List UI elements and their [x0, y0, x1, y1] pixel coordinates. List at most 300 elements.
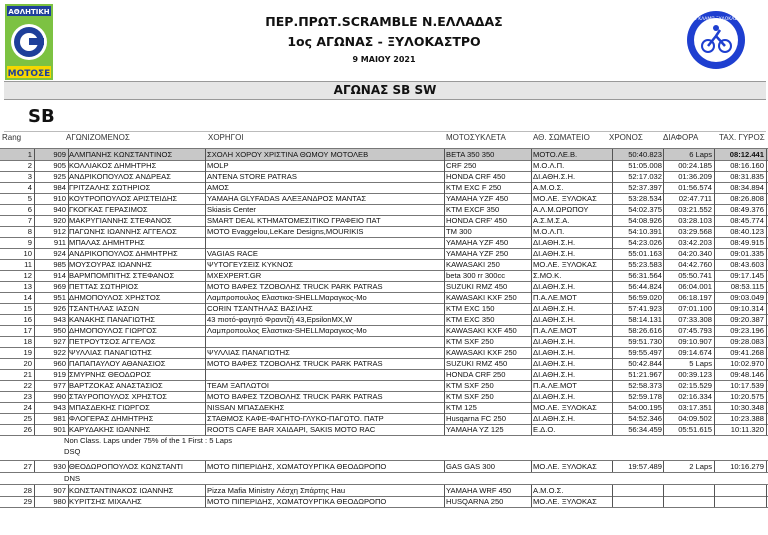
cell-no: 990: [53, 392, 66, 401]
cell-diff: 03:42.203: [678, 238, 712, 247]
cell-diff: 02:15.529: [678, 381, 712, 390]
cell-rang: 24: [23, 403, 32, 412]
column-divider: [531, 485, 532, 507]
table-row: [0, 237, 768, 248]
table-row: [0, 303, 768, 314]
cell-rang: 20: [23, 359, 32, 368]
cell-club: Ε.Δ.Ο.: [533, 425, 556, 434]
cell-sponsor: [207, 336, 443, 347]
cell-rider: ΠΕΤΤΑΣ ΣΩΤΗΡΙΟΣ: [69, 282, 139, 291]
cell-no: 910: [53, 194, 66, 203]
cell-club: Α.Μ.Ο.Σ.: [533, 486, 564, 495]
cell-no: 950: [53, 326, 66, 335]
cell-no: 940: [53, 205, 66, 214]
cell-best: 10:17.539: [730, 381, 764, 390]
cell-best: 09:20.387: [730, 315, 764, 324]
col-rider: ΑΓΩΝΙΖΟΜΕΝΟΣ: [66, 133, 130, 142]
table-row: [0, 413, 768, 424]
cell-time: 50:42.844: [628, 359, 662, 368]
cell-bike: YAMAHA WRF 450: [446, 486, 512, 495]
cell-sponsor: VAGIAS RACE: [207, 249, 258, 258]
cell-rider: ΚΟΥΤΡΟΠΟΥΛΟΣ ΑΡΙΣΤΕΙΔΗΣ: [69, 194, 178, 203]
cell-bike: KTM EXC F 250: [446, 183, 502, 192]
cell-sponsor: TEAM ΞΑΠΛΩΤΟΙ: [207, 381, 269, 390]
cell-club: Π.Α.ΛΕ.ΜΟΤ: [533, 293, 577, 302]
cell-diff: 05:51.615: [678, 425, 712, 434]
table-row: [0, 485, 768, 496]
column-divider: [612, 485, 613, 507]
dns-label: DNS: [64, 474, 81, 483]
column-divider: [612, 149, 613, 435]
table-row: [0, 325, 768, 336]
cell-club: Α.Λ.Μ.ΩΡΩΠΟΥ: [533, 205, 589, 214]
column-divider: [766, 149, 767, 435]
cell-best: 09:41.268: [730, 348, 764, 357]
cell-club: ΔΙ.ΑΘΗ.Σ.Η.: [533, 172, 576, 181]
cell-time: 54:23.026: [628, 238, 662, 247]
cell-bike: YAMAHA YZF 250: [446, 249, 509, 258]
cell-club: ΔΙ.ΑΘΗ.Σ.Η.: [533, 282, 576, 291]
cell-no: 930: [53, 462, 66, 471]
cell-bike: SUZUKI RMZ 450: [446, 282, 508, 291]
cell-sponsor: Pizza Mafia Ministry Λέσχη Σπάρτης Hau: [207, 486, 346, 495]
cell-bike: KTM SXF 250: [446, 381, 494, 390]
table-row: [0, 281, 768, 292]
cell-diff: 03:17.351: [678, 403, 712, 412]
column-divider: [766, 461, 767, 472]
cell-club: Μ.Ο.Λ.Π.: [533, 161, 565, 170]
cell-no: 911: [53, 238, 66, 247]
cell-time: [614, 485, 662, 496]
cell-bike: KTM SXF 250: [446, 392, 494, 401]
cell-rang: 4: [27, 183, 32, 192]
cell-rider: ΑΝΔΡΙΚΟΠΟΥΛΟΣ ΔΗΜΗΤΡΗΣ: [69, 249, 178, 258]
cell-best: 10:02.970: [730, 359, 764, 368]
col-bike: ΜΟΤΟΣΥΚΛΕΤΑ: [446, 133, 506, 142]
cell-diff: 03:28.103: [678, 216, 712, 225]
cell-no: 977: [53, 381, 66, 390]
cell-time: 54:52.346: [628, 414, 662, 423]
cell-bike: YAMAHA YZF 450: [446, 194, 509, 203]
left-logo-top-text: ΑΘΛΗΤΙΚΗ: [8, 8, 50, 16]
cell-sponsor: ΜΟΤΟ ΠΙΠΕΡΙΔΗΣ, ΧΩΜΑΤΟΥΡΓΙΚΑ ΘΕΟΔΩΡΟΠΟ: [207, 497, 387, 506]
cell-sponsor: MOTO Evaggelou,LeKare Designs,MOURIKIS: [207, 227, 364, 236]
cell-best: 08:40.123: [730, 227, 764, 236]
cell-bike: KTM EXC 350: [446, 315, 495, 324]
cell-bike: KTM EXCF 350: [446, 205, 500, 214]
column-divider: [663, 149, 664, 435]
cell-diff: 04:20.340: [678, 249, 712, 258]
cell-sponsor: ΜΟΤΟ ΒΑΦΕΣ ΤΖΟΒΟΛΗΣ TRUCK PARK PATRAS: [207, 392, 383, 401]
cell-club: ΜΟΤΟ.ΛΕ.Β.: [533, 150, 578, 159]
cell-best: 08:12.441: [729, 150, 764, 159]
column-divider: [714, 149, 715, 435]
cell-no: 912: [53, 227, 66, 236]
table-row: [0, 402, 768, 413]
cell-rider: ΜΟΥΣΟΥΡΑΣ ΙΩΑΝΝΗΣ: [69, 260, 152, 269]
cell-rang: 25: [23, 414, 32, 423]
cell-sponsor: SMART DEAL ΚΤΗΜΑΤΟΜΕΣΙΤΙΚΟ ΓΡΑΦΕΙΟ ΠΑΤ: [207, 216, 381, 225]
col-rang: Rang: [2, 133, 22, 142]
column-divider: [444, 149, 445, 435]
cell-no: 907: [53, 486, 66, 495]
cell-no: 919: [53, 370, 66, 379]
cell-time: 52:17.032: [628, 172, 662, 181]
cell-diff: 01:56.574: [678, 183, 712, 192]
cell-no: 981: [53, 414, 66, 423]
cell-rider: ΔΗΜΟΠΟΥΛΟΣ ΧΡΗΣΤΟΣ: [69, 293, 161, 302]
right-logo-text: ΜΟΤΟ ΚΛΑΜΠ ΞΥΛΟΚΑΣΤΡΟΥ: [686, 17, 746, 22]
cell-rider: ΠΕΤΡΟΥΤΣΟΣ ΑΓΓΕΛΟΣ: [69, 337, 156, 346]
cell-rang: 27: [23, 462, 32, 471]
cell-diff: 07:45.793: [678, 326, 712, 335]
cell-rider: ΓΚΟΓΚΑΣ ΓΕΡΑΣΙΜΟΣ: [69, 205, 148, 214]
cell-time: 56:34.459: [628, 425, 662, 434]
cell-rang: 3: [27, 172, 32, 181]
column-divider: [714, 485, 715, 507]
cell-diff: [664, 485, 712, 496]
cell-time: 54:08.926: [628, 216, 662, 225]
cell-club: ΔΙ.ΑΘΗ.Σ.Η.: [533, 348, 576, 357]
column-divider: [531, 149, 532, 435]
table-row: [0, 182, 768, 193]
cell-no: 924: [53, 249, 66, 258]
cell-bike: Husqarna FC 250: [446, 414, 506, 423]
row-divider: [0, 507, 768, 508]
header-subtitle: 1ος ΑΓΩΝΑΣ - ΞΥΛΟΚΑΣΤΡΟ: [287, 34, 481, 49]
cell-club: Π.Α.ΛΕ.ΜΟΤ: [533, 326, 577, 335]
column-divider: [766, 485, 767, 507]
cell-no: 905: [53, 161, 66, 170]
cell-club: ΔΙ.ΑΘΗ.Σ.Η.: [533, 370, 576, 379]
cell-sponsor: ROOTS CAFE BAR ΧΑΙΔΑΡΙ, SAKIS MOTO RAC: [207, 425, 376, 434]
cell-best: [714, 485, 764, 496]
column-divider: [68, 149, 69, 435]
table-row: [0, 380, 768, 391]
cell-rider: ΜΠΑΣΔΕΚΗΣ ΓΙΩΡΓΟΣ: [69, 403, 150, 412]
cell-club: Π.Α.ΛΕ.ΜΟΤ: [533, 381, 577, 390]
col-club: ΑΘ. ΣΩΜΑΤΕΙΟ: [533, 133, 590, 142]
cell-diff: 07:33.308: [678, 315, 712, 324]
table-row: [0, 358, 768, 369]
cell-no: 926: [53, 304, 66, 313]
column-divider: [612, 461, 613, 472]
cell-diff: 2 Laps: [689, 462, 712, 471]
cell-club: ΜΟ.ΛΕ. ΞΥΛΟΚΑΣ: [533, 497, 597, 506]
cell-rang: 18: [23, 337, 32, 346]
cell-sponsor: CORIN ΤΣΑΝΤΗΛΑΣ ΒΑΣΙΛΗΣ: [207, 304, 313, 313]
table-row: [0, 171, 768, 182]
cell-bike: KAWASAKI KXF 450: [446, 326, 517, 335]
cell-rider: ΚΑΝΑΚΗΣ ΠΑΝΑΓΙΩΤΗΣ: [69, 315, 155, 324]
cell-no: 943: [53, 403, 66, 412]
cell-rang: 19: [23, 348, 32, 357]
cell-bike: HONDA CRF' 450: [446, 216, 507, 225]
table-row: [0, 292, 768, 303]
cell-best: 09:10.314: [730, 304, 764, 313]
cell-bike: YAMAHA YZ 125: [446, 425, 504, 434]
cell-rang: 2: [27, 161, 32, 170]
cell-best: [714, 496, 764, 507]
col-time: ΧΡΟΝΟΣ: [609, 133, 643, 142]
cell-rang: 29: [23, 497, 32, 506]
class-divider: [4, 131, 766, 132]
cell-rang: 5: [27, 194, 32, 203]
cell-no: 951: [53, 293, 66, 302]
cell-sponsor: ΜΟΤΟ ΒΑΦΕΣ ΤΖΟΒΟΛΗΣ TRUCK PARK PATRAS: [207, 282, 383, 291]
cell-rang: 16: [23, 315, 32, 324]
cell-no: 943: [53, 315, 66, 324]
cell-best: 09:28.083: [730, 337, 764, 346]
table-row: [0, 496, 768, 507]
nonclass-note: Non Class. Laps under 75% of the 1 First : 5 Laps: [64, 436, 232, 445]
cell-bike: GAS GAS 300: [446, 462, 495, 471]
cell-rang: 14: [23, 293, 32, 302]
cell-time: 55:01.163: [628, 249, 662, 258]
cell-rang: 22: [23, 381, 32, 390]
cell-best: 08:53.115: [730, 282, 764, 291]
cell-club: ΔΙ.ΑΘΗ.Σ.Η.: [533, 337, 576, 346]
cell-sponsor: ΣΧΟΛΗ ΧΟΡΟΥ ΧΡΙΣΤΙΝΑ ΘΩΜΟΥ ΜΟΤΟΛΕΒ: [207, 150, 369, 159]
table-header: [0, 133, 768, 145]
cell-rang: 23: [23, 392, 32, 401]
cell-diff: 02:47.711: [678, 194, 712, 203]
cell-best: 09:03.049: [730, 293, 764, 302]
cell-club: ΔΙ.ΑΘΗ.Σ.Η.: [533, 392, 576, 401]
cell-club: ΔΙ.ΑΘΗ.Σ.Η.: [533, 315, 576, 324]
table-row: [0, 391, 768, 402]
cell-bike: KTM SXF 250: [446, 337, 494, 346]
cell-rider: ΚΟΛΛΙΑΚΟΣ ΔΗΜΗΤΡΗΣ: [69, 161, 157, 170]
cell-sponsor: ANTENA STORE PATRAS: [207, 172, 297, 181]
cell-club: ΔΙ.ΑΘΗ.Σ.Η.: [533, 238, 576, 247]
cell-best: 09:23.196: [730, 326, 764, 335]
cell-sponsor: [207, 237, 443, 248]
cell-best: 08:45.774: [730, 216, 764, 225]
column-divider: [68, 461, 69, 472]
table-row: [0, 461, 768, 472]
cell-best: 09:17.145: [730, 271, 764, 280]
cell-no: 984: [53, 183, 66, 192]
cell-time: 52:37.397: [628, 183, 662, 192]
cell-sponsor: MOLP: [207, 161, 229, 170]
cell-time: 56:59.020: [628, 293, 662, 302]
cell-diff: 5 Laps: [689, 359, 712, 368]
cell-rang: 13: [23, 282, 32, 291]
cell-rider: ΠΑΓΩΝΗΣ ΙΩΑΝΝΗΣ ΑΓΓΕΛΟΣ: [69, 227, 177, 236]
table-row: [0, 270, 768, 281]
cell-best: 09:48.146: [730, 370, 764, 379]
header-title: ΠΕΡ.ΠΡΩΤ.SCRAMBLE Ν.ΕΛΛΑΔΑΣ: [265, 14, 503, 29]
cell-rider: ΑΝΔΡΙΚΟΠΟΥΛΟΣ ΑΝΔΡΕΑΣ: [69, 172, 171, 181]
cell-rider: ΒΑΡΤΖΟΚΑΣ ΑΝΑΣΤΑΣΙΟΣ: [69, 381, 163, 390]
cell-diff: 09:14.674: [678, 348, 712, 357]
left-logo-bottom-text: ΜΟΤΟΣΕ: [7, 69, 51, 79]
column-divider: [714, 461, 715, 472]
cell-time: 50:40.823: [628, 150, 662, 159]
cell-club: Μ.Ο.Λ.Π.: [533, 227, 565, 236]
cell-rang: 11: [24, 260, 32, 269]
column-divider: [531, 461, 532, 472]
cell-time: 59:51.730: [628, 337, 662, 346]
cell-rider: ΓΡΙΤΖΑΛΗΣ ΣΩΤΗΡΙΟΣ: [69, 183, 151, 192]
column-divider: [205, 149, 206, 435]
cell-bike: SUZUKI RMZ 450: [446, 359, 508, 368]
cell-rang: 21: [23, 370, 32, 379]
cell-rider: ΣΜΥΡΝΗΣ ΘΕΟΔΩΡΟΣ: [69, 370, 152, 379]
race-title: ΑΓΩΝΑΣ SB SW: [4, 81, 766, 100]
cell-rang: 15: [23, 304, 32, 313]
cell-sponsor: YAMAHA GLYFADAS ΑΛΕΞΑΝΔΡΟΣ ΜΑΝΤΑΣ: [207, 194, 367, 203]
cell-rider: ΚΩΝΣΤΑΝΤΙΝΑΚΟΣ ΙΩΑΝΝΗΣ: [69, 486, 174, 495]
cell-rider: ΘΕΟΔΩΡΟΠΟΥΛΟΣ ΚΩΝΣΤΑΝΤΙ: [69, 462, 184, 471]
cell-sponsor: ΑΜΟΣ: [207, 183, 229, 192]
cell-club: ΜΟ.ΛΕ. ΞΥΛΟΚΑΣ: [533, 194, 597, 203]
table-row: [0, 248, 768, 259]
cell-time: 56:44.824: [628, 282, 662, 291]
cell-bike: YAMAHA YZF 450: [446, 238, 509, 247]
cell-time: 52:59.178: [628, 392, 662, 401]
cell-best: 08:34.894: [730, 183, 764, 192]
cell-diff: 03:21.552: [678, 205, 712, 214]
cell-bike: KAWASAKI KXF 250: [446, 293, 517, 302]
cell-club: Α.Μ.Ο.Σ.: [533, 183, 564, 192]
cell-diff: 00:24.185: [678, 161, 712, 170]
right-logo: [686, 10, 746, 70]
cell-diff: [664, 496, 712, 507]
cell-time: 59:55.497: [628, 348, 662, 357]
cell-rang: 9: [27, 238, 32, 247]
table-row: [0, 226, 768, 237]
cell-diff: 6 Laps: [689, 150, 712, 159]
table-row: [0, 193, 768, 204]
table-row: [0, 149, 768, 160]
cell-bike: KAWASAKI KXF 250: [446, 348, 517, 357]
cell-rider: ΣΤΑΥΡΟΠΟΥΛΟΣ ΧΡΗΣΤΟΣ: [69, 392, 167, 401]
cell-no: 914: [53, 271, 66, 280]
cell-diff: 05:50.741: [678, 271, 712, 280]
cell-time: 55:23.583: [628, 260, 662, 269]
cell-club: ΜΟ.ΛΕ. ΞΥΛΟΚΑΣ: [533, 260, 597, 269]
table-row: [0, 204, 768, 215]
cell-rider: ΠΑΠΑΠΑΥΛΟΥ ΑΘΑΝΑΣΙΟΣ: [69, 359, 166, 368]
column-divider: [444, 485, 445, 507]
cell-best: 08:49.915: [730, 238, 764, 247]
cell-sponsor: Skiasis Center: [207, 205, 256, 214]
column-divider: [663, 485, 664, 507]
cell-rider: ΒΑΡΜΠΟΜΠΙΤΗΣ ΣΤΕΦΑΝΟΣ: [69, 271, 175, 280]
cell-diff: 06:04.001: [678, 282, 712, 291]
cell-sponsor: 43 πιοτό-φαγητό Φραντζή 43,EpsilonMX,W: [207, 315, 353, 324]
cell-bike: KTM 125: [446, 403, 477, 412]
cell-no: 927: [53, 337, 66, 346]
column-divider: [68, 485, 69, 507]
cell-time: 19:57.489: [628, 462, 662, 471]
cell-no: 909: [53, 150, 66, 159]
cell-bike: HONDA CRF 450: [446, 172, 506, 181]
col-diff: ΔΙΑΦΟΡΑ: [663, 133, 699, 142]
cell-time: 51:05.008: [628, 161, 662, 170]
cell-rang: 28: [23, 486, 32, 495]
cell-sponsor: ΣΤΑΘΜΟΣ ΚΑΦΕ-ΦΑΓΗΤΟ-ΓΛΥΚΟ-ΠΑΓΩΤΟ. ΠΑΤΡ: [207, 414, 384, 423]
cell-sponsor: ΨΥΤΟΓΕΥΣΕΙΣ ΚΥΚΝΟΣ: [207, 260, 294, 269]
cell-bike: HONDA CRF 250: [446, 370, 506, 379]
cell-bike: HUSQARNA 250: [446, 497, 504, 506]
table-row: [0, 347, 768, 358]
cell-no: 969: [53, 282, 66, 291]
header-date: 9 ΜΑΙΟΥ 2021: [352, 55, 416, 64]
cell-sponsor: Λαμπροπουλος Ελαστικα-SHELLΜαραγκος-Mo: [207, 293, 367, 302]
cell-bike: BETA 350 350: [446, 150, 495, 159]
column-divider: [34, 485, 35, 507]
cell-time: [614, 496, 662, 507]
cell-time: 53:28.534: [628, 194, 662, 203]
cell-time: 54:10.391: [628, 227, 662, 236]
cell-club: Σ.ΜΟ.Κ.: [533, 271, 562, 280]
cell-best: 10:20.575: [730, 392, 764, 401]
cell-rang: 8: [27, 227, 32, 236]
table-row: [0, 369, 768, 380]
table-row: [0, 424, 768, 435]
cell-rider: ΜΑΚΡΥΓΙΑΝΝΗΣ ΣΤΕΦΑΝΟΣ: [69, 216, 172, 225]
cell-no: 980: [53, 497, 66, 506]
cell-best: 08:49.376: [730, 205, 764, 214]
cell-best: 08:31.835: [730, 172, 764, 181]
cell-diff: 07:01.100: [678, 304, 712, 313]
cell-sponsor: [207, 369, 443, 380]
cell-rang: 6: [27, 205, 32, 214]
cell-diff: 02:16.334: [678, 392, 712, 401]
cell-sponsor: ΜΟΤΟ ΒΑΦΕΣ ΤΖΟΒΟΛΗΣ TRUCK PARK PATRAS: [207, 359, 383, 368]
cell-no: 920: [53, 216, 66, 225]
cell-rider: ΦΛΟΓΕΡΑΣ ΔΗΜΗΤΡΗΣ: [69, 414, 154, 423]
cell-diff: 04:09.502: [678, 414, 712, 423]
cell-club: ΜΟ.ΛΕ. ΞΥΛΟΚΑΣ: [533, 462, 597, 471]
cell-club: ΜΟ.ΛΕ. ΞΥΛΟΚΑΣ: [533, 403, 597, 412]
cell-diff: 04:42.760: [678, 260, 712, 269]
row-divider: [0, 472, 768, 473]
cell-time: 58:26.616: [628, 326, 662, 335]
cell-bike: KTM EXC 150: [446, 304, 495, 313]
cell-club: ΔΙ.ΑΘΗ.Σ.Η.: [533, 359, 576, 368]
cell-club: ΔΙ.ΑΘΗ.Σ.Η.: [533, 414, 576, 423]
table-row: [0, 215, 768, 226]
cell-rider: ΨΥΛΛΙΑΣ ΠΑΝΑΓΙΩΤΗΣ: [69, 348, 152, 357]
column-divider: [663, 461, 664, 472]
cell-best: 10:30.348: [730, 403, 764, 412]
cell-best: 10:16.279: [730, 462, 764, 471]
cell-bike: KAWASAKI 250: [446, 260, 500, 269]
column-divider: [205, 461, 206, 472]
cell-rider: ΚΥΡΙΤΣΗΣ ΜΙΧΑΛΗΣ: [69, 497, 142, 506]
cell-sponsor: Λαμπροπουλος Ελαστικα-SHELLΜαραγκος-Mo: [207, 326, 367, 335]
cell-best: 09:01.335: [730, 249, 764, 258]
cell-bike: CRF 250: [446, 161, 477, 170]
column-divider: [34, 461, 35, 472]
cell-rang: 17: [23, 326, 32, 335]
cell-diff: 03:29.568: [678, 227, 712, 236]
cell-diff: 00:39.123: [678, 370, 712, 379]
cell-best: 08:16.160: [730, 161, 764, 170]
cell-no: 985: [53, 260, 66, 269]
cell-sponsor: ΜΟΤΟ ΠΙΠΕΡΙΔΗΣ, ΧΩΜΑΤΟΥΡΓΙΚΑ ΘΕΟΔΩΡΟΠΟ: [207, 462, 387, 471]
cell-time: 57:41.923: [628, 304, 662, 313]
cell-club: Α.Σ.Μ.Σ.Α.: [533, 216, 570, 225]
cell-sponsor: ΨΥΛΛΙΑΣ ΠΑΝΑΓΙΩΤΗΣ: [207, 348, 290, 357]
cell-no: 925: [53, 172, 66, 181]
col-best: ΤΑΧ. ΓΥΡΟΣ: [719, 133, 765, 142]
cell-rider: ΔΗΜΟΠΟΥΛΟΣ ΓΙΩΡΓΟΣ: [69, 326, 157, 335]
